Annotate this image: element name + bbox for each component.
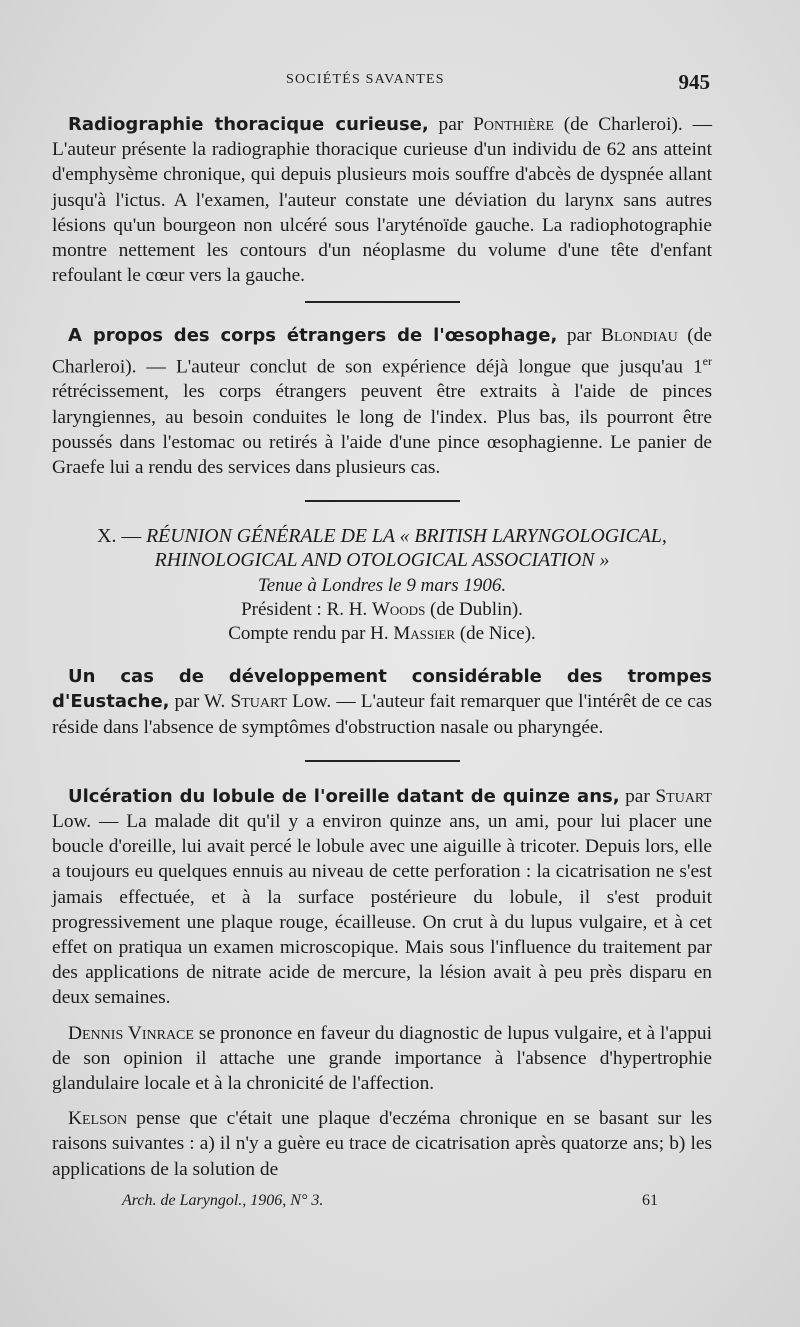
section-number: X. —	[97, 525, 147, 548]
article-corps-etrangers	[52, 323, 712, 480]
paragraph-vinrace	[52, 1021, 712, 1097]
article-radiographie	[52, 112, 712, 288]
by-label: par	[619, 785, 656, 807]
article-text: — L'auteur présente la radiographie thoracique curieuse d'un individu de 62 ans atteint d'emphysème chronique, qui depuis plusieurs mois souffre d'abcès de dyspnée allant jusqu'à l'ictus. A l'examen, l'auteur constate une déviation du larynx sans autres lésions qu'un bourgeon non ulcéré sous l'aryténoïde gauche. La radiophotographie montre nettement les contours d'un néoplasme du volume d'une tête d'enfant refoulant le cœur vers la gauche.	[52, 114, 712, 287]
article-text: — L'auteur conclut de son expérience déjà longue que jusqu'au 1	[136, 356, 703, 378]
by-label: par	[428, 114, 474, 135]
page-number: 945	[678, 70, 710, 94]
section-title-text: RÉUNION GÉNÉRALE DE LA « BRITISH LARYNGOLOGICAL, RHINOLOGICAL AND OTOLOGICAL ASSOCIATION »	[146, 525, 667, 572]
report-line	[52, 622, 712, 646]
author-place: (de Charleroi).	[553, 114, 683, 135]
running-title: SOCIÉTÉS SAVANTES	[286, 72, 445, 87]
by-label: par	[557, 325, 602, 347]
signature-mark: 61	[642, 1191, 658, 1209]
report-label: Compte rendu par H.	[228, 623, 394, 645]
speaker-name: Dennis Vinrace	[68, 1022, 194, 1044]
page-header	[52, 70, 710, 98]
superscript: er	[702, 353, 712, 368]
author-name: Stuart	[655, 785, 712, 807]
article-text: Low. — La malade dit qu'il y a environ quinze ans, un ami, pour lui placer une boucle d'oreille, lui avait percé le lobule avec une aiguille à tricoter. Depuis lors, elle a toujours eu quelques ennuis au niveau de cette perforation : la cicatrisation ne s'est jamais effectuée, et à la surface postérieure du lobule, il s'est produit progressivement une plaque rouge, écailleuse. On crut à du lupus vulgaire, et à cet effet on pratiqua un examen microscopique. Mais sous l'influence du traitement par des applications de nitrate acide de mercure, la lésion avait à peu près disparu en deux semaines.	[52, 810, 712, 1009]
reporter-place: (de Nice).	[455, 623, 536, 645]
speaker-name: Kelson	[68, 1108, 128, 1130]
president-name: Woods	[371, 599, 426, 621]
author-name: Stuart	[230, 691, 288, 713]
meeting-date: Tenue à Londres le 9 mars 1906.	[257, 575, 507, 597]
author-name: Blondiau	[601, 325, 678, 347]
section-heading	[52, 524, 712, 646]
page-body	[52, 112, 712, 1210]
president-label: Président : R. H.	[241, 599, 372, 621]
article-trompes	[52, 664, 712, 740]
paragraph-text: se prononce en faveur du diagnostic de lupus vulgaire, et à l'appui de son opinion il attache une grande importance à l'absence d'hypertrophie glandulaire locale et à la chronicité de l'affection.	[52, 1022, 712, 1094]
by-label: par W.	[169, 691, 231, 713]
article-text: rétrécissement, les corps étrangers peuvent être extraits à l'aide de pinces laryngiennes, au besoin conduites le long de l'index. Plus bas, ils pourront être poussés dans l'estomac ou retirés à l'aide d'une pince œsophagienne. Le panier de Graefe lui a rendu des services dans plusieurs cas.	[52, 381, 712, 478]
president-line	[52, 598, 712, 622]
author-place: (de Charleroi).	[52, 325, 712, 378]
article-title: A propos des corps étrangers de l'œsophage,	[68, 325, 558, 347]
president-place: (de Dublin).	[425, 599, 523, 621]
article-ulceration	[52, 784, 712, 1011]
paragraph-text: pense que c'était une plaque d'eczéma chronique en se basant sur les raisons suivantes : a) il n'y a guère eu trace de cicatrisation après quatorze ans; b) les applications de la solution de	[52, 1108, 712, 1180]
article-title: Un cas de développement considérable des trompes d'Eustache,	[52, 666, 712, 713]
divider-rule	[305, 760, 460, 762]
section-title	[52, 524, 712, 572]
paragraph-kelson	[52, 1106, 712, 1182]
article-title: Ulcération du lobule de l'oreille datant de quinze ans,	[68, 785, 620, 807]
reporter-name: Massier	[393, 623, 456, 645]
author-name: Ponthière	[473, 114, 554, 135]
article-text: — L'auteur fait remarquer que l'intérêt de ce cas réside dans l'absence de symptômes d'obstruction nasale ou pharyngée.	[52, 691, 712, 738]
author-name-rest: Low.	[287, 691, 332, 713]
journal-reference: Arch. de Laryngol., 1906, N° 3.	[122, 1191, 324, 1209]
divider-rule	[305, 500, 460, 502]
page-footer	[52, 1188, 712, 1210]
divider-rule	[305, 301, 460, 303]
article-title: Radiographie thoracique curieuse,	[68, 114, 429, 135]
